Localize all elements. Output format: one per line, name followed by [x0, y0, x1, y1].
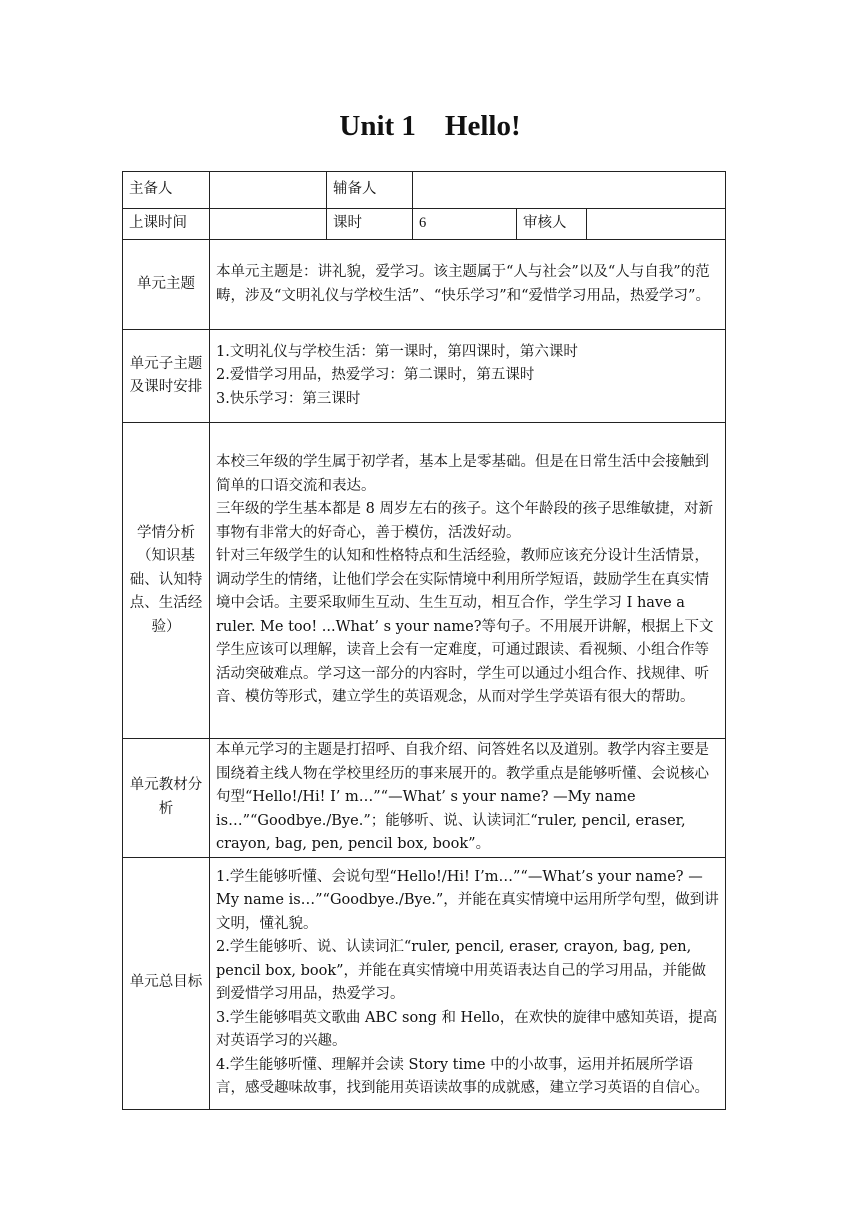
- row-unit-theme: [123, 240, 726, 330]
- learner-analysis-para-3: 针对三年级学生的认知和性格特点和生活经验，教师应该充分设计生活情景，调动学生的情绪，让他们学会在实际情境中利用所学短语，鼓励学生在真实情境中会话。主要采取师生互动、生生互动，相互合作，学生学习 I have a ruler. Me too! ...What’ s your name?等句子。不用展开讲解，根据上下文学生应该可以理解，读音上会有一定难度，可通过跟读、看视频、小组合作等活动突破难点。学习这一部分的内容时，学生可以通过小组合作、找规律、听音、模仿等形式，建立学生的英语观念，从而对学生学英语有很大的帮助。: [216, 548, 714, 706]
- class-time-label: 上课时间: [123, 209, 210, 240]
- unit-goal-4: 4.学生能够听懂、理解并会读 Story time 中的小故事，运用并拓展所学语言，感受趣味故事，找到能用英语读故事的成就感，建立学习英语的自信心。: [216, 1056, 709, 1096]
- subtheme-line-2: 2.爱惜学习用品，热爱学习：第二课时，第五课时: [216, 367, 535, 384]
- periods-label: 课时: [327, 209, 413, 240]
- unit-goal-1: 1.学生能够听懂、会说句型“Hello!/Hi! I’m…”“—What’s your name? —My name is…”“Goodbye./Bye.”，并能在真实情境中运用所学句型，做到讲文明，懂礼貌。: [216, 868, 719, 932]
- row-unit-goals: [123, 857, 726, 1109]
- header-row-schedule: [123, 209, 726, 240]
- preparer-label: 主备人: [123, 172, 210, 209]
- subtheme-line-1: 1.文明礼仪与学校生活：第一课时，第四课时，第六课时: [216, 343, 578, 360]
- assistant-value: [413, 172, 726, 209]
- learner-analysis-para-2: 三年级的学生基本都是 8 周岁左右的孩子。这个年龄段的孩子思维敏捷，对新事物有非常大的好奇心，善于模仿，活泼好动。: [216, 501, 713, 541]
- assistant-label: 辅备人: [327, 172, 413, 209]
- reviewer-value: [587, 209, 726, 240]
- learner-analysis-label: 学情分析（知识基础、认知特点、生活经验）: [123, 423, 210, 739]
- row-material-analysis: [123, 739, 726, 858]
- unit-goal-3: 3.学生能够唱英文歌曲 ABC song 和 Hello，在欢快的旋律中感知英语，提高对英语学习的兴趣。: [216, 1009, 718, 1049]
- material-analysis-label: 单元教材分析: [123, 739, 210, 858]
- learner-analysis-para-1: 本校三年级的学生属于初学者，基本上是零基础。但是在日常生活中会接触到简单的口语交流和表达。: [216, 454, 709, 494]
- lesson-plan-table: [122, 171, 726, 1110]
- unit-theme-label: 单元主题: [123, 240, 210, 330]
- header-row-preparers: [123, 172, 726, 209]
- unit-goals-label: 单元总目标: [123, 857, 210, 1109]
- unit-theme-text: 本单元主题是：讲礼貌，爱学习。该主题属于“人与社会”以及“人与自我”的范畴，涉及“文明礼仪与学校生活”、“快乐学习”和“爱惜学习用品，热爱学习”。: [216, 264, 710, 304]
- row-subthemes: [123, 330, 726, 423]
- subtheme-line-3: 3.快乐学习：第三课时: [216, 390, 361, 407]
- unit-goals-content: [210, 857, 726, 1109]
- learner-analysis-content: [210, 423, 726, 739]
- subthemes-content: [210, 330, 726, 423]
- subthemes-label: 单元子主题及课时安排: [123, 330, 210, 423]
- unit-theme-content: [210, 240, 726, 330]
- reviewer-label: 审核人: [517, 209, 587, 240]
- row-learner-analysis: [123, 423, 726, 739]
- document-title: Unit 1 Hello!: [339, 110, 521, 142]
- periods-value: 6: [413, 209, 517, 240]
- material-analysis-content: [210, 739, 726, 858]
- class-time-value: [210, 209, 327, 240]
- material-analysis-text: 本单元学习的主题是打招呼、自我介绍、问答姓名以及道别。教学内容主要是围绕着主线人物在学校里经历的事来展开的。教学重点是能够听懂、会说核心句型“Hello!/Hi! I’ m…”“—What’ s your name? —My name is…”“Goodbye./Bye.”；能够听、说、认读词汇“ruler, pencil, eraser, crayon, bag, pen, pencil box, book”。: [216, 742, 709, 852]
- preparer-value: [210, 172, 327, 209]
- unit-goal-2: 2.学生能够听、说、认读词汇“ruler, pencil, eraser, crayon, bag, pen, pencil box, book”，并能在真实情境中用英语表达自己的学习用品，并能做到爱惜学习用品，热爱学习。: [216, 939, 707, 1002]
